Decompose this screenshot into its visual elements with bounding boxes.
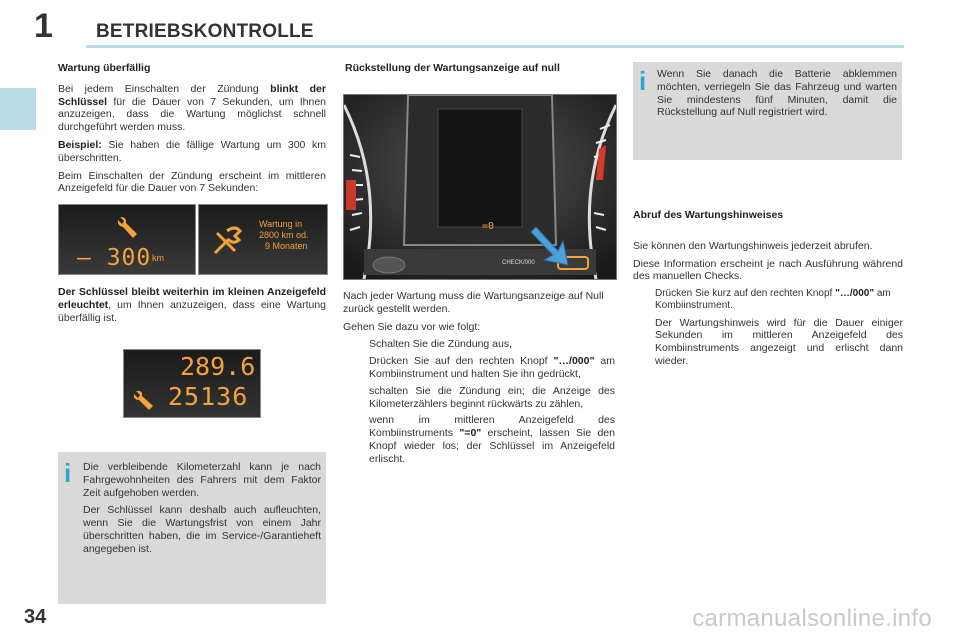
paragraph: Beispiel: Sie haben die fällige Wartung um 300 km überschritten. bbox=[58, 138, 326, 164]
step-item: wenn im mittleren Anzeigefeld des Kombiinstruments "=0" erscheint, lassen Sie den Knopf wieder los; der Schlüssel im Anzeigefeld erlischt. bbox=[369, 414, 615, 465]
paragraph: Beim Einschalten der Zündung erscheint im mittleren Anzeigefeld für die Dauer von 7 Sekunden: bbox=[58, 169, 326, 195]
section-heading-overdue: Wartung überfällig bbox=[58, 62, 151, 74]
service-due-line: Wartung in bbox=[259, 219, 303, 229]
step-item: Drücken Sie kurz auf den rechten Knopf "…/000" am Kombiinstrument. bbox=[655, 288, 891, 312]
step-item: Drücken Sie auf den rechten Knopf "…/000" am Kombiinstrument und halten Sie ihn gedrückt, bbox=[369, 355, 615, 380]
step-item: schalten Sie die Zündung ein; die Anzeige des Kilometerzählers beginnt rückwärts zu zählen, bbox=[369, 384, 615, 410]
service-due-line: 9 Monaten bbox=[265, 240, 308, 251]
wrench-icon bbox=[132, 388, 156, 412]
odometer-value: 25136 bbox=[168, 382, 249, 411]
paragraph: Nach jeder Wartung muss die Wartungsanzeige auf Null zurück gestellt werden. bbox=[343, 290, 604, 315]
display-odometer bbox=[123, 349, 261, 418]
info-paragraph: Die verbleibende Kilometerzahl kann je nach Fahrgewohnheiten des Fahrers mit dem Faktor Zeit aufgehoben werden. bbox=[83, 461, 321, 499]
header-rule bbox=[86, 45, 904, 48]
display-overdue-km bbox=[58, 204, 196, 275]
paragraph: Diese Information erscheint je nach Ausführung während des manuellen Checks. bbox=[633, 257, 903, 283]
instrument-cluster-illustration bbox=[343, 94, 617, 280]
service-wrench-icon bbox=[209, 223, 245, 259]
section-heading-recall: Abruf des Wartungshinweises bbox=[633, 209, 784, 221]
section-heading-reset-text: Rückstellung der Wartungsanzeige auf null bbox=[345, 62, 560, 74]
paragraph: Bei jedem Einschalten der Zündung blinkt der Schlüssel für die Dauer von 7 Sekunden, um Ihnen anzuzeigen, dass die Wartung möglichst schnell durchgeführt werden muss. bbox=[58, 82, 326, 134]
watermark: carmanualsonline.info bbox=[692, 605, 932, 632]
recall-section bbox=[633, 209, 903, 373]
info-paragraph: Wenn Sie danach die Batterie abklemmen möchten, verriegeln Sie das Fahrzeug und warten Sie mindestens fünf Minuten, damit die Rückstellung auf Null registriert wird. bbox=[657, 68, 897, 119]
service-due-line: 2800 km od. bbox=[259, 229, 309, 240]
info-icon: i bbox=[639, 66, 647, 96]
info-box-remaining-km bbox=[58, 452, 326, 604]
paragraph: Der Wartungshinweis wird für die Dauer einiger Sekunden im mittleren Anzeigefeld des Kombiinstruments angezeigt und erlischt dann wieder. bbox=[655, 316, 903, 367]
info-paragraph: Der Schlüssel kann deshalb auch aufleuchten, wenn Sie die Wartungsfrist von einem Jahr überschritten haben, die im Service-/Garantieheft angegeben ist. bbox=[83, 504, 321, 555]
instrument-cluster-graphic bbox=[344, 95, 616, 279]
paragraph: Sie können den Wartungshinweis jederzeit abrufen. bbox=[633, 239, 873, 252]
key-lit-section bbox=[58, 286, 326, 329]
overdue-section bbox=[58, 62, 326, 200]
display-service-due bbox=[198, 204, 328, 275]
cluster-display-zero: =0 bbox=[482, 221, 495, 232]
page-number: 34 bbox=[24, 606, 47, 628]
wrench-icon bbox=[115, 213, 141, 241]
cluster-button-label: CHECK/000 bbox=[502, 260, 535, 266]
chapter-number: 1 bbox=[34, 7, 53, 45]
step-item: Schalten Sie die Zündung aus, bbox=[369, 338, 513, 351]
section-heading-reset bbox=[345, 62, 615, 83]
overdue-km-value: – 300 bbox=[77, 245, 152, 271]
paragraph: Gehen Sie dazu vor wie folgt: bbox=[343, 320, 481, 333]
trip-value: 289.6 bbox=[180, 352, 256, 381]
chapter-tab-marker bbox=[0, 88, 36, 130]
overdue-km-unit: km bbox=[152, 253, 164, 263]
info-icon: i bbox=[64, 458, 72, 488]
page-title: BETRIEBSKONTROLLE bbox=[96, 21, 314, 42]
reset-procedure bbox=[343, 290, 615, 470]
info-box-battery bbox=[633, 62, 902, 160]
paragraph: Der Schlüssel bleibt weiterhin im kleinen Anzeigefeld erleuchtet, um Ihnen anzuzeigen, dass eine Wartung überfällig ist. bbox=[58, 286, 326, 324]
